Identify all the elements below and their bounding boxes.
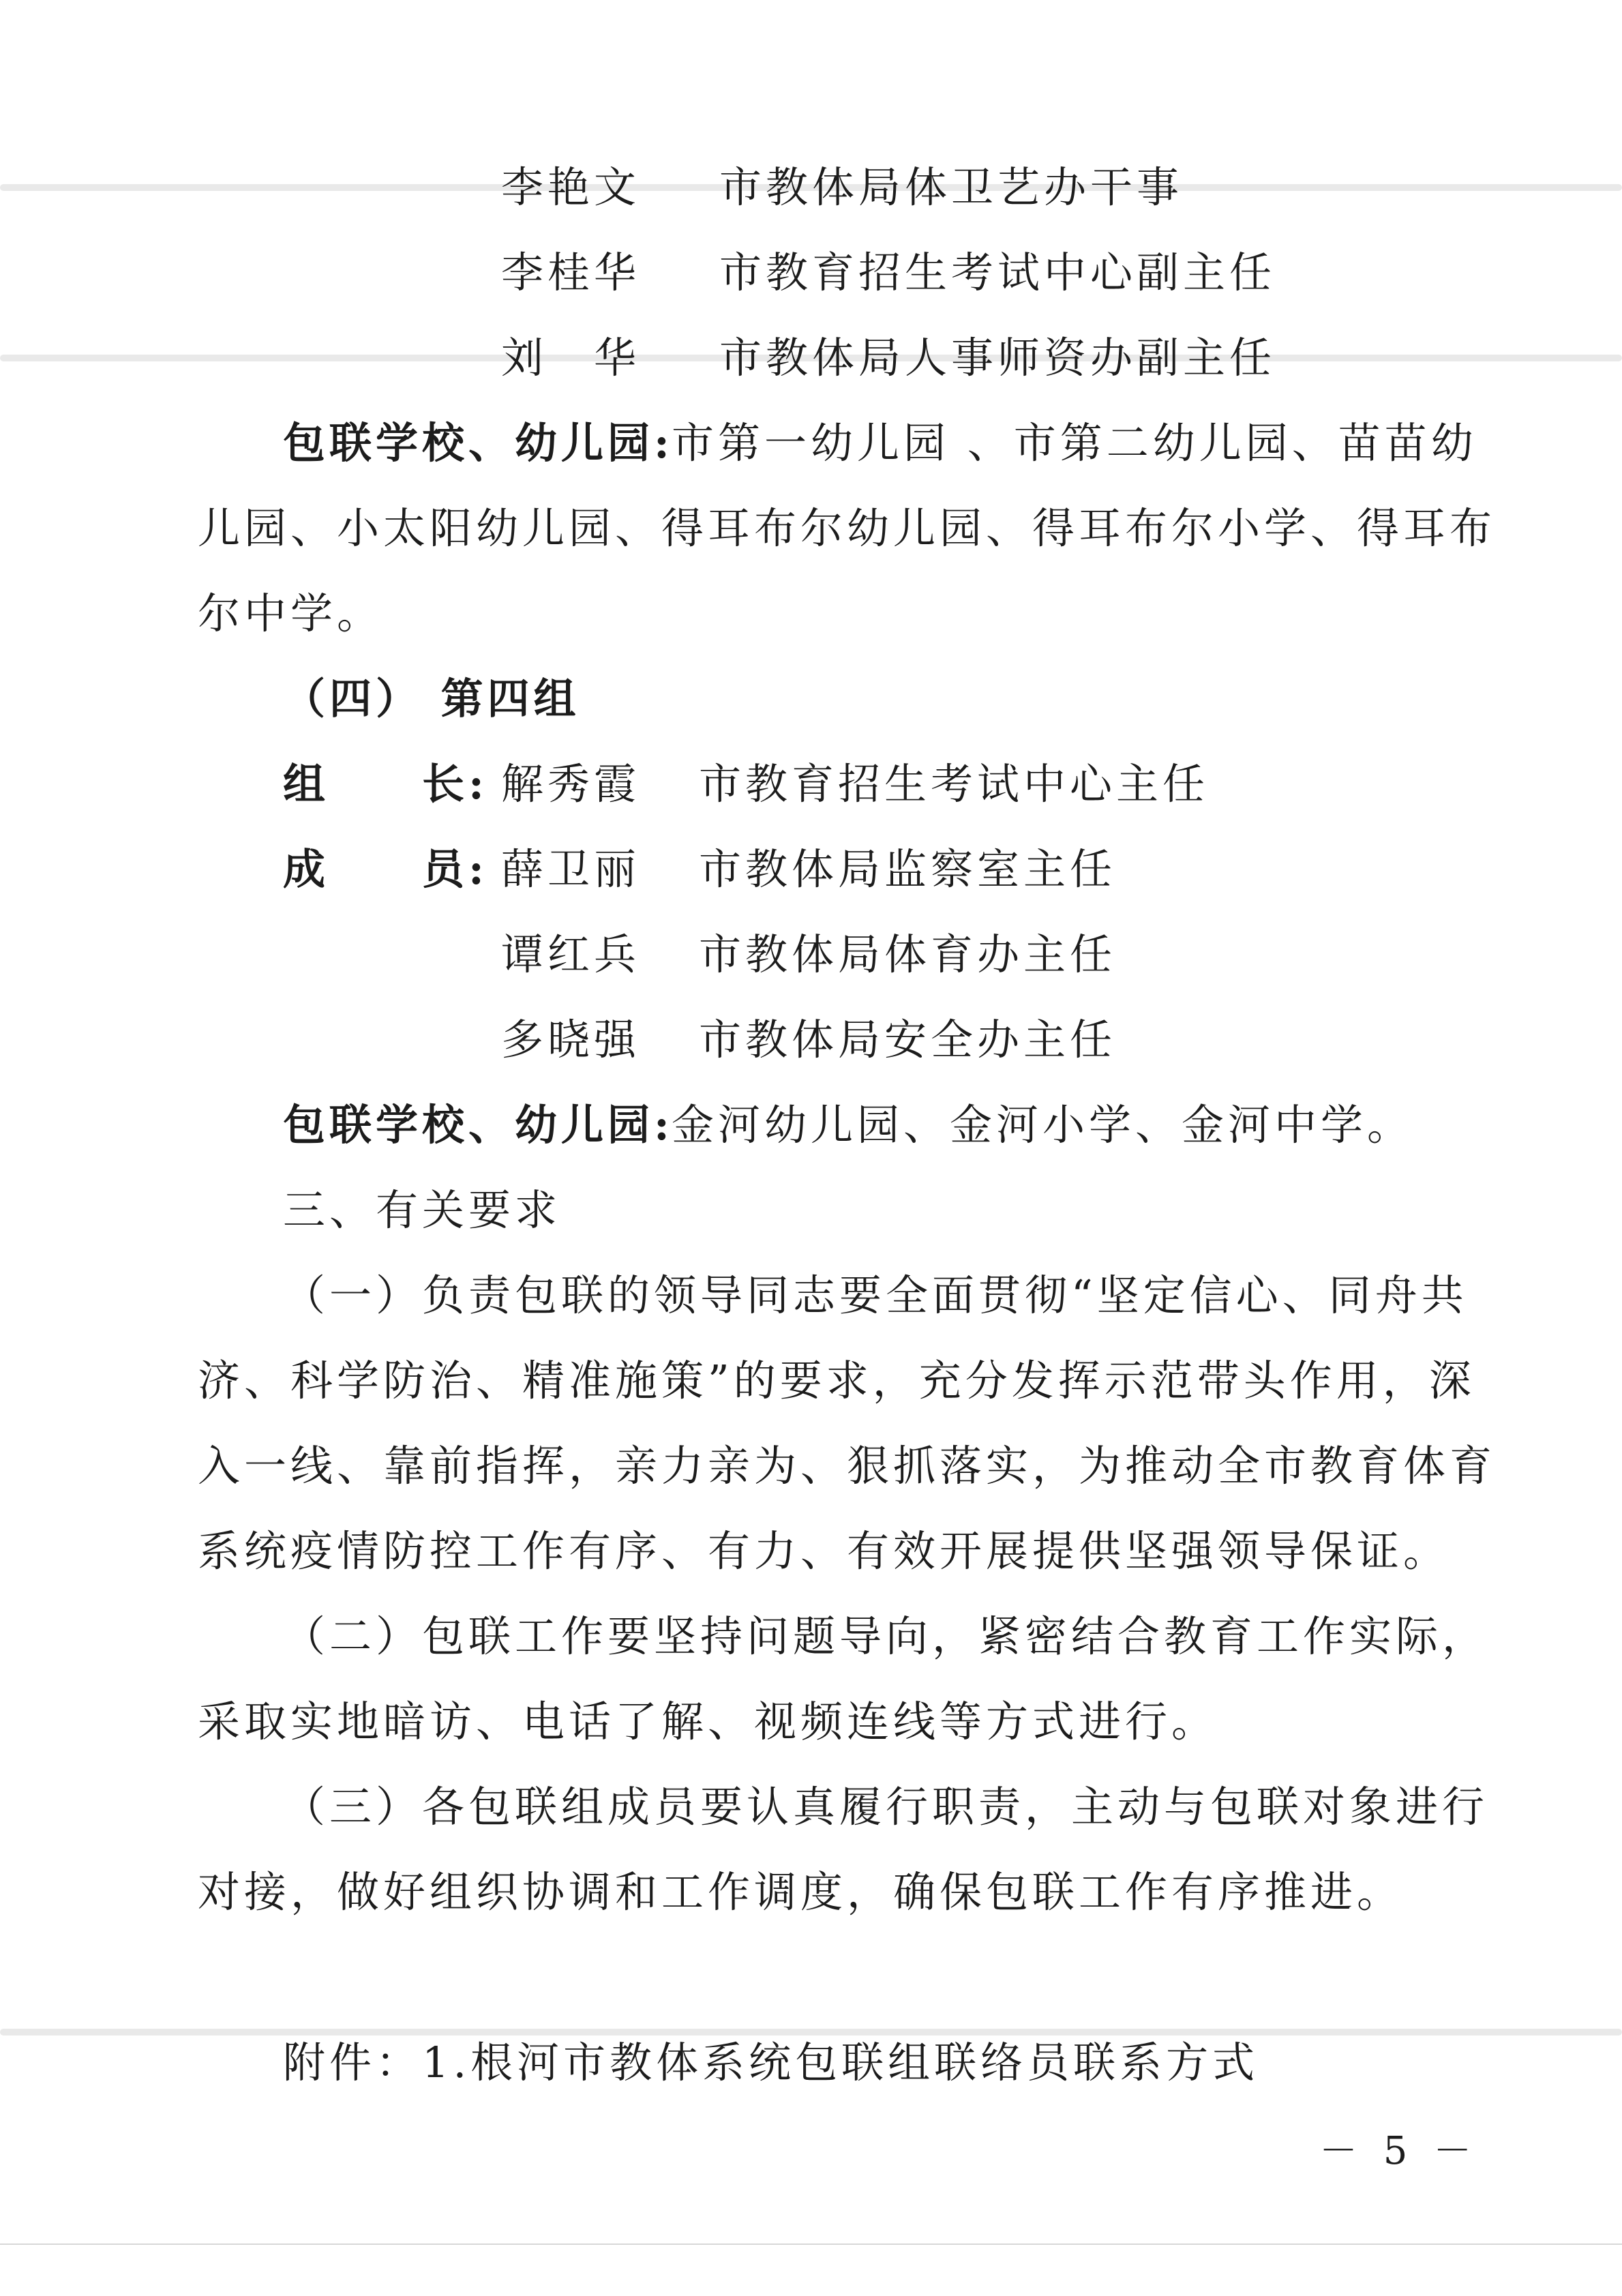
page-number: － 5 －	[1319, 2129, 1479, 2173]
schools-label: 包联学校、幼儿园:	[283, 418, 674, 468]
paragraph-line: 系统疫情防控工作有序、有力、有效开展提供坚强领导保证。	[198, 1526, 1450, 1576]
schools-text: 儿园、小太阳幼儿园、得耳布尔幼儿园、得耳布尔小学、得耳布	[198, 503, 1497, 553]
member-label: 成 员:	[283, 844, 488, 894]
member-title: 市教体局体卫艺办干事	[719, 162, 1184, 212]
member-name: 刘 华	[501, 333, 641, 383]
paragraph-line: （二）包联工作要坚持问题导向，紧密结合教育工作实际，	[283, 1611, 1489, 1661]
paragraph-line: （一）负责包联的领导同志要全面贯彻“坚定信心、同舟共	[283, 1270, 1468, 1320]
schools-text: 尔中学。	[198, 588, 384, 638]
leader-label: 组 长:	[283, 759, 488, 809]
paragraph-line: 对接，做好组织协调和工作调度，确保包联工作有序推进。	[198, 1867, 1404, 1917]
section-heading: 三、有关要求	[283, 1185, 562, 1235]
member-title: 市教体局人事师资办副主任	[719, 333, 1276, 383]
paragraph-line: 采取实地暗访、电话了解、视频连线等方式进行。	[198, 1697, 1218, 1746]
paragraph-line: （三）各包联组成员要认真履行职责，主动与包联对象进行	[283, 1782, 1489, 1832]
group-heading: （四） 第四组	[283, 674, 580, 724]
member-title: 市教体局监察室主任	[699, 844, 1117, 894]
member-name: 谭红兵	[501, 929, 641, 979]
member-name: 薛卫丽	[501, 844, 641, 894]
member-name: 李艳文	[501, 162, 641, 212]
member-title: 市教体局体育办主任	[699, 929, 1117, 979]
member-name: 李桂华	[501, 248, 641, 297]
member-title: 市教体局安全办主任	[699, 1015, 1117, 1064]
leader-title: 市教育招生考试中心主任	[699, 759, 1210, 809]
paragraph-line: 济、科学防治、精准施策”的要求，充分发挥示范带头作用，深	[198, 1356, 1475, 1405]
schools-text: 市第一幼儿园 、市第二幼儿园、苗苗幼	[672, 418, 1477, 468]
member-name: 多晓强	[501, 1015, 641, 1064]
attachment-line: 附件：1.根河市教体系统包联组联络员联系方式	[283, 2038, 1259, 2087]
scan-artifact	[0, 2243, 1622, 2245]
leader-name: 解秀霞	[501, 759, 641, 809]
scan-artifact	[0, 2029, 1622, 2036]
schools-text: 金河幼儿园、金河小学、金河中学。	[672, 1100, 1414, 1150]
paragraph-line: 入一线、靠前指挥，亲力亲为、狠抓落实，为推动全市教育体育	[198, 1441, 1497, 1491]
schools-label: 包联学校、幼儿园:	[283, 1100, 674, 1150]
member-title: 市教育招生考试中心副主任	[719, 248, 1276, 297]
